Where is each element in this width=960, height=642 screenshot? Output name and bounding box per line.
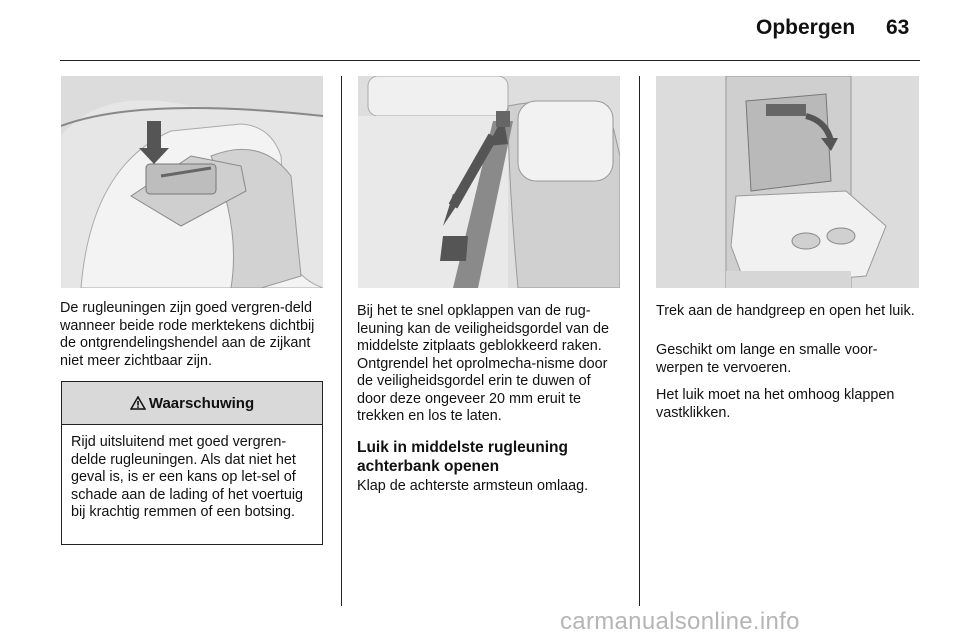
warning-box [61,381,323,545]
center-hatch-illustration [656,76,919,288]
seatbelt-paragraph: Bij het te snel opklappen van de rug-leuning kan de veiligheidsgordel van de middelste zitplaats geblokkeerd raken. Ontgrendel het oprolmecha-nisme door de veiligheidsgordel erin te duwen of door deze ongeveer 20 mm eruit te trekken en los te laten. [357,303,610,424]
warning-header [62,382,322,425]
header-rule [60,60,920,61]
seatbelt-illustration [358,76,620,288]
watermark: carmanualsonline.info [560,608,800,635]
warning-triangle-icon [130,396,146,410]
seat-lock-illustration [61,76,323,288]
column-divider-right [639,76,640,606]
warning-title: Waarschuwing [148,394,255,412]
hatch-step-paragraph: Trek aan de handgreep en open het luik. [656,303,915,319]
backrest-lock-paragraph: De rugleuningen zijn goed vergren-deld wanneer beide rode merktekens dichtbij de ontgrendelingshendel aan de zijkant niet meer zichtbaar zijn. [60,300,315,369]
hatch-usage-paragraph: Geschikt om lange en smalle voor-werpen te vervoeren. [656,342,878,376]
page-number: 63 [886,16,910,39]
hatch-click-paragraph: Het luik moet na het omhoog klappen vastklikken. [656,387,895,421]
warning-body: Rijd uitsluitend met goed vergren-delde rugleuningen. Als dat niet het geval is, is er een kans op let-sel of schade aan de lading of het voertuig bij krachtig remmen of een botsing. [71,434,304,520]
column-divider-left [341,76,342,606]
hatch-subheading: Luik in middelste rugleuning achterbank openen [357,439,568,475]
page-header-title: Opbergen [756,16,856,39]
hatch-intro-text: Klap de achterste armsteun omlaag. [357,478,589,494]
